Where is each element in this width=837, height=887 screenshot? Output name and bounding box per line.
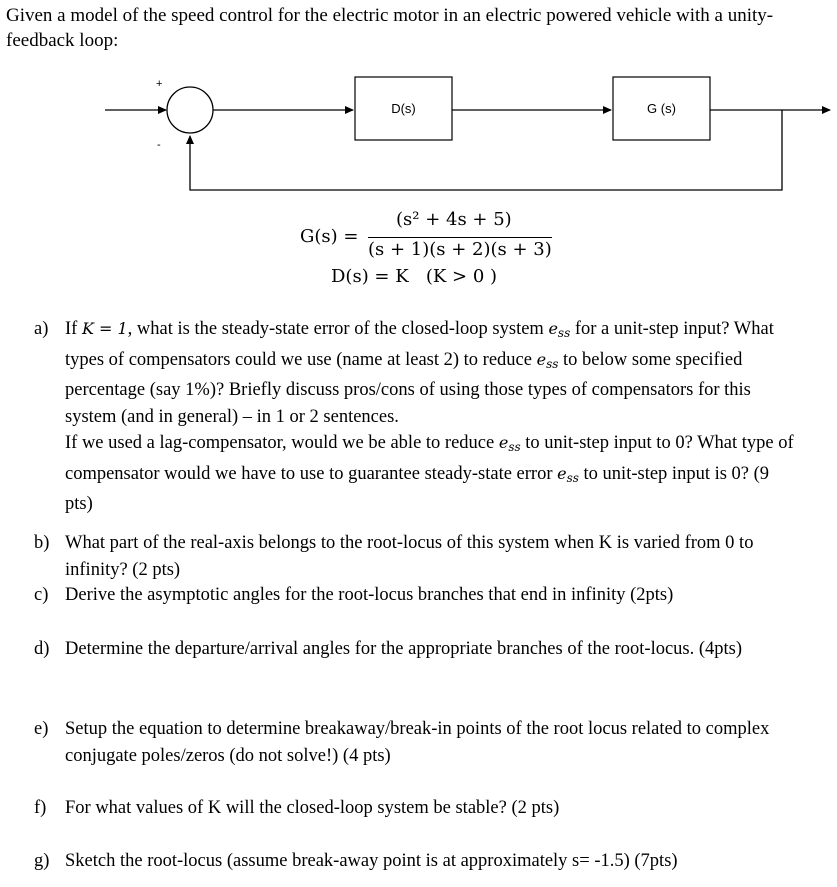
question-d-text: Determine the departure/arrival angles for the appropriate branches of the root-locus. (4pts) bbox=[65, 639, 743, 659]
question-c-text: Derive the asymptotic angles for the root-locus branches that end in infinity (2pts) bbox=[65, 585, 674, 605]
d-equation: D(s) = K (K > 0 ) bbox=[331, 266, 498, 287]
question-a-marker: a) bbox=[34, 319, 49, 339]
question-f bbox=[34, 795, 794, 822]
plant-block-label: G (s) bbox=[647, 101, 676, 116]
question-g-marker: g) bbox=[34, 851, 50, 871]
ess-symbol: $e_{ss}$ bbox=[498, 433, 521, 454]
question-e-marker: e) bbox=[34, 719, 49, 739]
question-g-text: Sketch the root-locus (assume break-away point is at approximately s= -1.5) (7pts) bbox=[65, 851, 678, 871]
question-a-paragraph-1: If K = 1, what is the steady-state error of the closed-loop system $e_{ss}$ for a unit-step input? What types of compensators could we use (name at least 2) to reduce $e_{ss}$ to below some specified percentage (say 1%)? Briefly discuss pros/cons of using those types of compensators for this system (and in general) – in 1 or 2 sentences. bbox=[65, 319, 774, 427]
g-denominator: (s + 1)(s + 2)(s + 3) bbox=[368, 239, 552, 260]
question-b-marker: b) bbox=[34, 533, 50, 553]
g-numerator: (s² + 4s + 5) bbox=[396, 209, 512, 230]
question-d-marker: d) bbox=[34, 639, 50, 659]
question-f-marker: f) bbox=[34, 798, 47, 818]
ess-symbol: $e_{ss}$ bbox=[548, 319, 571, 340]
question-a bbox=[34, 316, 794, 518]
question-c bbox=[34, 582, 794, 609]
question-c-marker: c) bbox=[34, 585, 49, 605]
question-b bbox=[34, 530, 794, 583]
question-d bbox=[34, 636, 794, 663]
intro-text: Given a model of the speed control for the electric motor in an electric powered vehicle with a unity-feedback loop: bbox=[6, 5, 774, 51]
question-e bbox=[34, 716, 794, 769]
question-f-text: For what values of K will the closed-loop system be stable? (2 pts) bbox=[65, 798, 560, 818]
fraction-bar bbox=[368, 237, 552, 238]
summing-junction bbox=[167, 87, 213, 133]
question-e-text: Setup the equation to determine breakaway/break-in points of the root locus related to complex conjugate poles/zeros (do not solve!) (4 pts) bbox=[65, 719, 770, 766]
g-equation-lhs: G(s) = bbox=[300, 226, 359, 247]
ess-symbol: $e_{ss}$ bbox=[536, 349, 559, 371]
question-b-text: What part of the real-axis belongs to the root-locus of this system when K is varied from 0 to infinity? (2 pts) bbox=[65, 533, 754, 580]
block-diagram bbox=[0, 70, 837, 200]
ess-symbol: $e_{ss}$ bbox=[557, 463, 579, 485]
plus-sign: + bbox=[156, 78, 163, 90]
controller-block-label: D(s) bbox=[391, 101, 416, 116]
question-g bbox=[34, 848, 794, 875]
minus-sign: - bbox=[157, 139, 161, 151]
question-a-paragraph-2: If we used a lag-compensator, would we be able to reduce $e_{ss}$ to unit-step input to 0? What type of compensator would we have to use to guarantee steady-state error $e_{ss}$ to unit-step input is 0? (9 pts) bbox=[65, 433, 794, 514]
